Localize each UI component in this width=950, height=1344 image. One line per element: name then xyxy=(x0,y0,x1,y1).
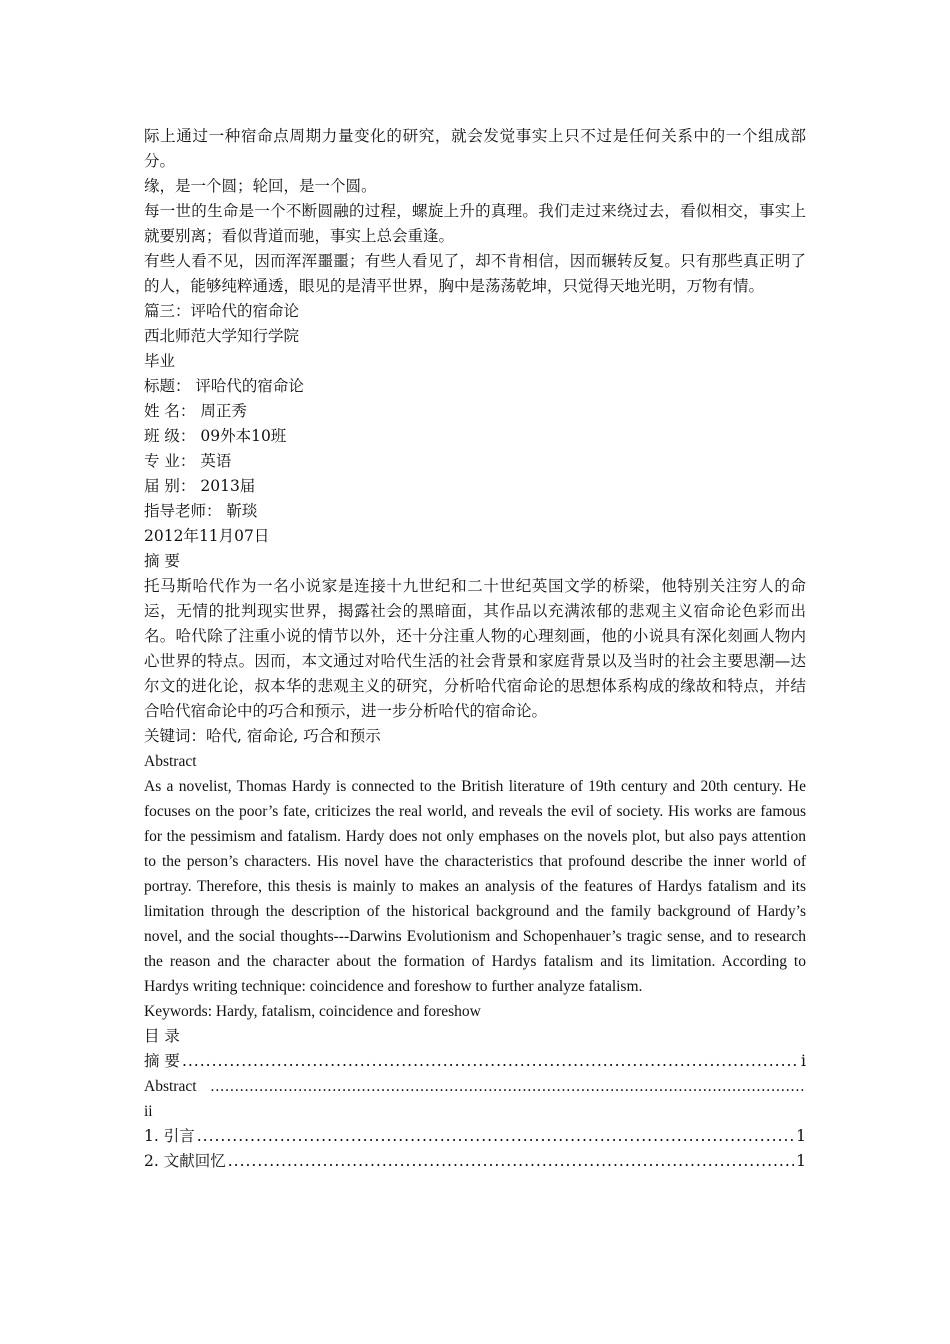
paragraph: 际上通过一种宿命点周期力量变化的研究，就会发觉事实上只不过是任何关系中的一个组成部分。 xyxy=(144,127,806,170)
abstract-en-text: As a novelist, Thomas Hardy is connected to the British literature of 19th century and 20th century. He focuses on the poor’s fate, criticizes the real world, and reveals the evil of society. His works are famous for the pessimism and fatalism. Hardy does not only emphases on the novels plot, but also pays attention to the person’s characters. His novel have the characteristics that profound describe the inner world of portray. Therefore, this thesis is mainly to makes an analysis of the features of Hardys fatalism and its limitation through the description of the historical background and the family background of Hardy’s novel, and the social thoughts---Darwins Evolutionism and Schopenhauer’s tragic sense, and to research the reason and the character about the formation of Hardys fatalism and its limitation. According to Hardys writing technique: coincidence and foreshow to further analyze fatalism. xyxy=(144,778,806,995)
toc-leader-dots xyxy=(197,1124,794,1149)
date-line: 2012年11月07日 xyxy=(144,527,270,545)
document-body xyxy=(144,124,806,1174)
thesis-title-line: 标题： 评哈代的宿命论 xyxy=(144,377,304,395)
abstract-cn-heading: 摘 要 xyxy=(144,552,180,570)
toc-entry-abstract-cn[interactable] xyxy=(144,1049,806,1074)
toc-leader-dots xyxy=(228,1149,794,1174)
advisor-line: 指导老师： 靳琰 xyxy=(144,502,258,520)
toc-entry-page: ii xyxy=(144,1103,153,1120)
toc-entry-page: 1 xyxy=(796,1127,806,1145)
toc-entry-introduction[interactable] xyxy=(144,1124,806,1149)
toc-entry-label: 2. 文献回忆 xyxy=(144,1152,226,1170)
paragraph: 每一世的生命是一个不断圆融的过程，螺旋上升的真理。我们走过来绕过去，看似相交，事实上就要别离；看似背道而驰，事实上总会重逢。 xyxy=(144,202,806,245)
section-title: 篇三：评哈代的宿命论 xyxy=(144,302,300,320)
toc-leader-dots xyxy=(182,1049,799,1074)
toc-entry-abstract-en[interactable] xyxy=(144,1074,806,1099)
abstract-cn-text: 托马斯哈代作为一名小说家是连接十九世纪和二十世纪英国文学的桥梁，他特别关注穷人的命运，无情的批判现实世界，揭露社会的黑暗面，其作品以充满浓郁的悲观主义宿命论色彩而出名。哈代除了注重小说的情节以外，还十分注重人物的心理刻画，他的小说具有深化刻画人物内心世界的特点。因而，本文通过对哈代生活的社会背景和家庭背景以及当时的社会主要思潮—达尔文的进化论，叔本华的悲观主义的研究，分析哈代宿命论的思想体系构成的缘故和特点，并结合哈代宿命论中的巧合和预示，进一步分析哈代的宿命论。 xyxy=(144,577,806,720)
toc-entry-page: i xyxy=(801,1052,806,1070)
year-line: 届 别： 2013届 xyxy=(144,477,256,495)
author-name-line: 姓 名： 周正秀 xyxy=(144,402,247,420)
toc-leader-dots xyxy=(211,1074,804,1099)
toc-heading: 目 录 xyxy=(144,1027,180,1045)
toc-entry-label: Abstract xyxy=(144,1078,197,1095)
major-line: 专 业： 英语 xyxy=(144,452,232,470)
keywords-en: Keywords: Hardy, fatalism, coincidence and foreshow xyxy=(144,1003,481,1020)
school-name: 西北师范大学知行学院 xyxy=(144,327,300,345)
graduation-label: 毕业 xyxy=(144,352,176,370)
paragraph: 有些人看不见，因而浑浑噩噩；有些人看见了，却不肯相信，因而辗转反复。只有那些真正明了的人，能够纯粹通透，眼见的是清平世界，胸中是荡荡乾坤，只觉得天地光明，万物有情。 xyxy=(144,252,806,295)
toc-entry-label: 1. 引言 xyxy=(144,1127,195,1145)
toc-entry-literature-review[interactable] xyxy=(144,1149,806,1174)
class-line: 班 级： 09外本10班 xyxy=(144,427,287,445)
toc-entry-page: 1 xyxy=(796,1152,806,1170)
toc-entry-label: 摘 要 xyxy=(144,1052,180,1070)
abstract-en-heading: Abstract xyxy=(144,753,197,770)
paragraph: 缘，是一个圆；轮回，是一个圆。 xyxy=(144,177,377,195)
keywords-cn: 关键词：哈代, 宿命论, 巧合和预示 xyxy=(144,727,381,745)
